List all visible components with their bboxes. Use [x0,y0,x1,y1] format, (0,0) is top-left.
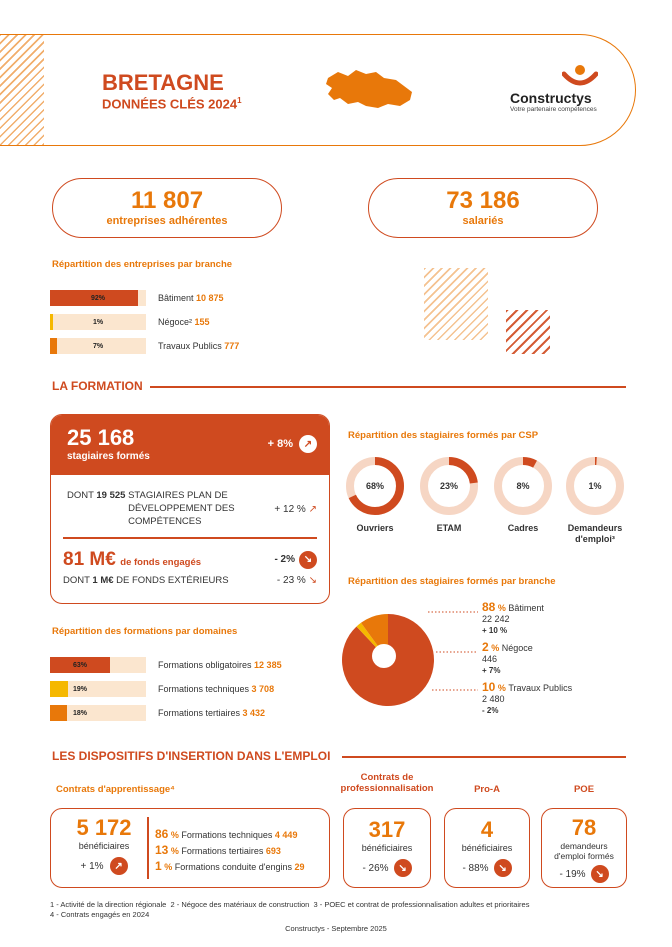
header-hatch [0,34,44,146]
csp-name: Ouvriers [356,523,394,533]
bar-count: 3 432 [242,708,266,718]
poe-title: POE [573,784,595,795]
bar-name: Négoce² 155 [158,317,210,327]
bar-row [50,701,282,725]
logo-mark-icon [562,64,598,90]
csp-name: Cadres [507,523,539,533]
branch-change: + 10 % [482,626,508,635]
section-formation-title: LA FORMATION [52,379,143,393]
apprentissage-main [59,815,149,875]
header-subtitle: DONNÉES CLÉS 2024$^1$ [102,96,242,112]
region-title: BRETAGNE [102,70,224,95]
bar-count: 777 [224,341,240,351]
section-insertion-title: LES DISPOSITIFS D'INSERTION DANS L'EMPLOI [52,749,331,763]
pro-value: 317 [368,817,406,842]
plan-row: DONT 19 525 STAGIAIRES PLAN DE DÉVELOPPEMENT DES COMPÉTENCES + 12 % ↗ [67,490,317,527]
csp-donut [419,456,479,516]
footnote-4: 4 - Contrats engagés en 2024 [50,910,150,919]
bar-name: Formations obligatoires 12 385 [158,660,282,670]
domains-bars [50,653,282,725]
bar-pct-label: 18% [72,709,87,717]
csp-donut [493,456,553,516]
csp-donuts [342,456,632,546]
pro-card [343,808,431,888]
stagiaires-banner [51,415,329,475]
fonds-row [51,539,329,605]
bar-count: 155 [194,317,210,327]
bar-track [50,338,146,354]
fonds-value: 81 M€ [63,548,116,570]
arrow-up-right-icon: ↗ [299,435,317,453]
proa-card [444,808,530,888]
apprentissage-card [50,808,330,888]
bar-row [50,653,282,677]
bar-name: Travaux Publics 777 [158,341,240,351]
brand-name: Constructys [510,90,592,106]
kpi-label: salariés [462,215,504,227]
bar-pct-label: 19% [72,685,87,693]
csp-item [562,456,628,545]
bar-track [50,657,146,673]
pro-change: - 26% ↘ [344,859,430,877]
arrow-up-right-icon: ↗ [308,504,317,515]
apprentissage-value: 5 172 [76,815,132,840]
donut-label: 8% [516,481,530,491]
csp-name: ETAM [436,523,462,533]
proa-title: Pro-A [474,784,500,795]
arrow-down-right-icon: ↘ [591,865,609,883]
bar-row [50,677,282,701]
csp-item [342,456,408,534]
fonds-change: - 2% ↘ [274,551,317,569]
footnote-2: 2 - Négoce des matériaux de construction [170,900,310,909]
poe-change: - 19% ↘ [542,865,626,883]
apprentissage-row: 86 % Formations techniques 4 449 [155,827,298,841]
donut-label: 68% [365,481,385,491]
fonds-ext-change: - 23 % ↘ [276,574,317,586]
deco-hatch-red [506,310,550,354]
bar-track [50,290,146,306]
apprentissage-row: 1 % Formations conduite d'engins 29 [155,859,305,873]
domains-title: Répartition des formations par domaines [52,626,238,637]
footnote-1: 1 - Activité de la direction régionale [50,900,167,909]
bar-count: 12 385 [254,660,282,670]
kpi-label: entreprises adhérentes [106,215,228,227]
bar-name: Formations techniques 3 708 [158,684,275,694]
csp-donut [345,456,405,516]
logo [510,64,620,113]
csp-item [416,456,482,534]
branch-legend-item: 88 % Bâtiment 22 242 + 10 % [482,600,544,635]
bar-row [50,334,239,358]
apprentissage-change: + 1% ↗ [59,857,149,875]
card-divider [147,817,149,879]
apprentissage-row: 13 % Formations tertiaires 693 [155,843,281,857]
footnote-3: 3 - POEC et contrat de professionnalisation adultes et prioritaires [313,900,530,909]
bybranch-title: Répartition des stagiaires formés par branche [348,576,556,587]
branches-title: Répartition des entreprises par branche [52,259,233,270]
stagiaires-label: stagiaires formés [67,451,150,462]
donut-label: 1% [588,481,602,491]
stagiaires-change: + 8% ↗ [268,435,317,453]
branch-legend-item: 2 % Négoce 446 + 7% [482,640,533,675]
proa-value: 4 [480,817,494,842]
apprentissage-label: bénéficiaires [78,841,130,851]
section-divider [342,756,626,758]
arrow-down-right-icon: ↘ [299,551,317,569]
arrow-down-right-icon: ↘ [394,859,412,877]
pie-hole [372,644,396,668]
proa-label: bénéficiaires [461,843,513,853]
plan-change: + 12 % ↗ [274,504,317,515]
bar-count: 10 875 [196,293,224,303]
bar-track [50,681,146,697]
bar-pct-label: 92% [90,294,105,302]
bar-count: 3 708 [251,684,275,694]
bar-track [50,705,146,721]
stagiaires-value: 25 168 [67,425,135,450]
footer: Constructys - Septembre 2025 [285,924,387,933]
bar-row [50,310,239,334]
kpi-value: 11 807 [130,187,204,214]
arrow-down-right-icon: ↘ [308,574,317,586]
formation-card [50,414,330,604]
csp-donut [565,456,625,516]
fonds-ext: DONT 1 M€ DE FONDS EXTÉRIEURS [63,574,229,586]
bar-row [50,286,239,310]
bar-pct-label: 7% [92,342,104,350]
bar-name: Bâtiment 10 875 [158,293,224,303]
donut-label: 23% [439,481,459,491]
csp-name: Demandeurs d'emploi³ [567,523,623,544]
branch-count: 446 [482,654,498,664]
deco-hatch [424,268,488,340]
branch-change: - 2% [482,706,499,715]
proa-change: - 88% ↘ [445,859,529,877]
branch-count: 22 242 [482,614,510,624]
csp-item [490,456,556,534]
poe-card [541,808,627,888]
bar-pct-label: 63% [72,661,87,669]
branch-change: + 7% [482,666,501,675]
branch-legend-item: 10 % Travaux Publics 2 480 - 2% [482,680,573,715]
bar-pct-label: 1% [92,318,104,326]
footnotes [50,900,529,920]
kpi-value: 73 186 [446,187,520,214]
section-divider [150,386,626,388]
kpi-salaries [368,178,598,238]
apprentissage-breakdown [155,827,305,875]
branches-bars [50,286,239,358]
branch-count: 2 480 [482,694,505,704]
brittany-map-icon [324,66,416,112]
arrow-down-right-icon: ↘ [494,859,512,877]
bar-track [50,314,146,330]
csp-title: Répartition des stagiaires formés par CSP [348,430,539,441]
fonds-label: de fonds engagés [120,556,202,568]
poe-label: demandeurs d'emploi formés [554,841,614,861]
kpi-entreprises [52,178,282,238]
pro-label: bénéficiaires [361,843,413,853]
poe-value: 78 [571,815,597,840]
arrow-up-right-icon: ↗ [110,857,128,875]
bar-name: Formations tertiaires 3 432 [158,708,266,718]
brand-tagline: Votre partenaire compétences [510,106,597,113]
apprentissage-title: Contrats d'apprentissage⁴ [56,784,175,795]
pro-title: Contrats de professionnalisation [340,772,434,794]
